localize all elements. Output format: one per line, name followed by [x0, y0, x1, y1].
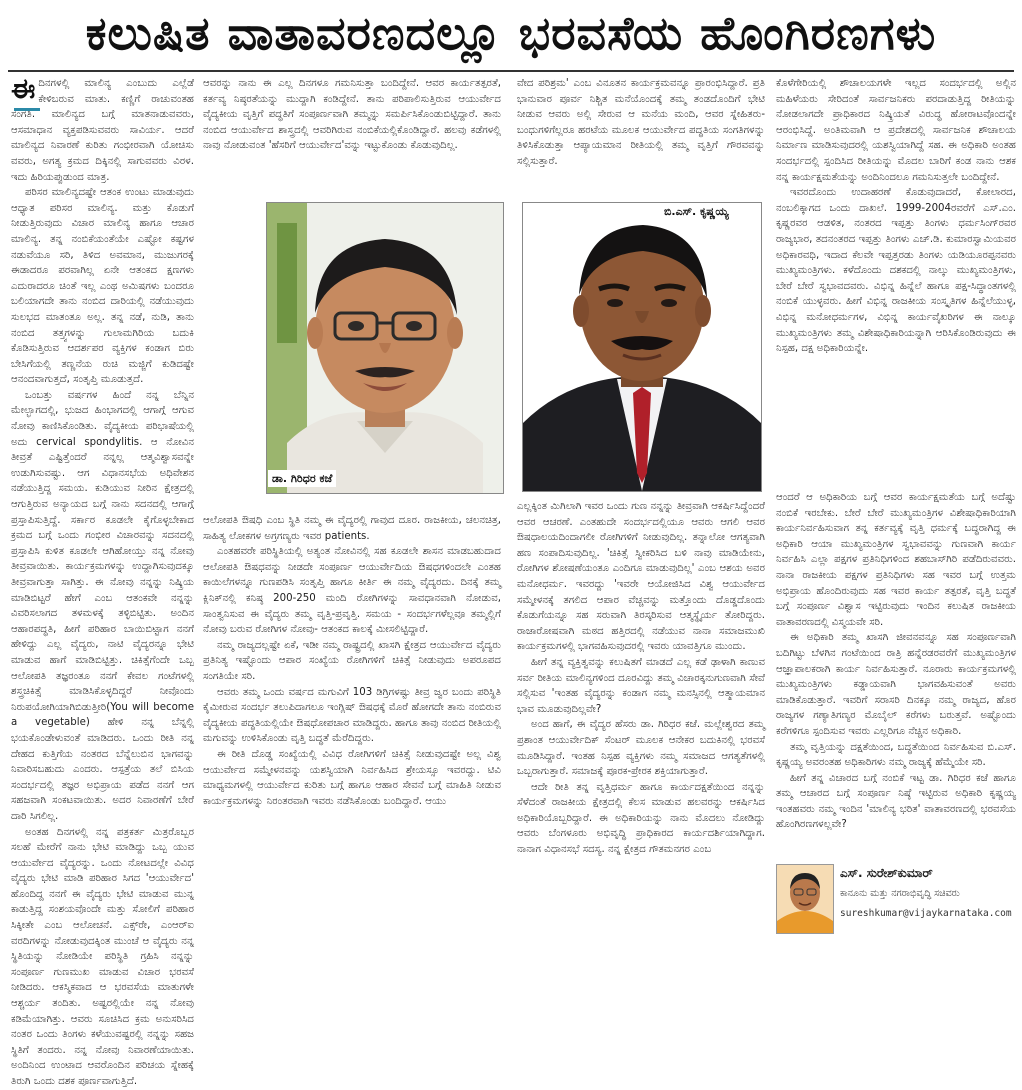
- paragraph: ಎಲ್ಲಕ್ಕಿಂತ ಮಿಗಿಲಾಗಿ ಇವರ ಒಂದು ಗುಣ ನನ್ನನ್ನು ತೀವ್ರವಾಗಿ ಆಕರ್ಷಿಸಿದ್ದೆಂದರೆ ಆವರ ಆಚರಣೆ. ಎಂತಹುದೇ ಸಂದರ್ಭದಲ್ಲಿಯೂ ಆವರು ಆಗಲಿ ಆವರ ಔಷಧಾಲಯದಿಂದಾಗಲೀ ರೋಗಿಗಳಿಗೆ ನೀಡುವುದಿಲ್ಲ. ತನ್ನಾಲೋ ಆಗತ್ಯವಾಗಿ ಹಣ ಸಂಪಾದಿಸುವುದಿಲ್ಲ. 'ಚಿಕಿತ್ಸೆ ಸ್ವೀಕರಿಸಿದ ಬಳಿ ನಾವು ಮಾಡಿಯೇನು, ರೋಗಿಗಳ ಶೋಷಣೆಯಂತೂ ಎಂದಿಗೂ ಮಾಡುವುದಿಲ್ಲ' ಎಂಬ ಆಶಯ ಅವರ ಮನೋಧರ್ಮ. ಇವರದ್ದು 'ಇವರೇ ಆಯೋಜಿಸಿದ ವಿಶ್ವ ಆಯುರ್ವೇದ ಸಮ್ಮೇಳನಕ್ಕೆ ತಗಲಿದ ಆಪಾರ ವೆಚ್ಚವನ್ನು ಮತ್ತೊಂದು ದೊಡ್ಡದೊಂದು ಕೊಡುಗೆಯನ್ನೂ ಸಹ ಸರುವಾಗಿ ತಿರಸ್ಕರಿಸುವ ಆತ್ಮಸ್ಥೈರ್ಯ ತೋರಿದ್ದರು. ರಾಜಾರೋಷವಾಗಿ ಮಠದ ಹತ್ತಿರದಲ್ಲಿ ನಡೆಯುವ ನಾನಾ ಸಮಾಜಮುಖಿ ಕಾರ್ಯಕ್ರಮಗಳಲ್ಲಿ ಭಾಗವಹಿಸುವುದರಲ್ಲಿ ಇವರು ಯಾವತ್ತಿಗೂ ಮುಂದು.: [517, 501, 765, 653]
- paragraph: ಈ ರೀತಿ ದೊಡ್ಡ ಸಂಖ್ಯೆಯಲ್ಲಿ ವಿವಿಧ ರೋಗಿಗಳಿಗೆ ಚಿಕಿತ್ಸೆ ನೀಡುವುದಷ್ಟೇ ಅಲ್ಲ ವಿಶ್ವ ಆಯುರ್ವೇದ ಸಮ್ಮೇಳನವನ್ನು ಯಶಸ್ವಿಯಾಗಿ ನಿರ್ವಹಿಸಿದ ಶ್ರೇಯಸ್ಸೂ ಇವರದ್ದು. ಟಿವಿ ಮಾಧ್ಯಮಗಳಲ್ಲಿ ಆಯುರ್ವೇದ ಕುರಿತು ಬಗ್ಗೆ ಹಾಗೂ ಆಹಾರ ಸೇವನೆ ಬಗ್ಗೆ ಮಾಹಿತಿ ನೀಡುವ ಕಾರ್ಯಕ್ರಮಗಳನ್ನು ನಿರಂತರವಾಗಿ ಇವರು ನಡೆಸಿಕೊಂಡು ಬಂದಿದ್ದಾರೆ. ಆಯು: [203, 748, 501, 807]
- paragraph: ಇವರದೊಂದು ಉದಾಹರಣೆ ಕೊಡುವುದಾದರೆ, ಕೋಲಾರದ, ನಂಬಲಿಕ್ಕಾಗದ ಒಂದು ದಾಖಲೆ. 1999-2004ರವರೆಗೆ ಎಸ್.ಎಂ. ಕೃಷ್ಣರವರ ಆಡಳಿತ, ನಂತರದ ಇಪ್ಪತ್ತು ತಿಂಗಳು ಧರ್ಮಸಿಂಗ್‌ರವರ ರಾಜ್ಯಭಾರ, ತದನಂತರದ ಇಪ್ಪತ್ತು ತಿಂಗಳು ಎಚ್.ಡಿ. ಕುಮಾರಸ್ವಾಮಿಯವರ ಅಧಿಕಾರವಧಿ, ಇದಾದ ಕೆಲವೇ ಇಪ್ಪತ್ತರಡು ತಿಂಗಳು ಯಡಿಯೂರಪ್ಪನವರು ಮುಖ್ಯಮಂತ್ರಿಗಳು. ಕಳೆದೊಂದು ದಶಕದಲ್ಲಿ ನಾಲ್ಕು ಮುಖ್ಯಮಂತ್ರಿಗಳು, ಬೇರೆ ಬೇರೆ ಸ್ವಭಾವದವರು. ವಿಭಿನ್ನ ಹಿನ್ನೆಲೆ ಹಾಗೂ ಪಕ್ಷ-ಸಿದ್ಧಾಂತಗಳಲ್ಲಿ ನಂಬಿಕೆ ಯುಳ್ಳವರು. ಹೀಗೆ ವಿಭಿನ್ನ ರಾಜಕೀಯ ಸಂಸ್ಕೃತಿಗಳ ಹಿನ್ನೆಲೆಯುಳ್ಳ, ವಿಭಿನ್ನ ಮನೋಧರ್ಮಗಳ, ವಿಭಿನ್ನ ಕಾರ್ಯವೈಖರಿಗಳ ಈ ನಾಲ್ಕೂ ಮುಖ್ಯಮಂತ್ರಿಗಳು ತಮ್ಮ ವಿಶೇಷಾಧಿಕಾರಿಯನ್ನಾಗಿ ಆರಿಸಿಕೊಂಡಿರುವುದು ಈ ನಿಸ್ಪಹ, ದಕ್ಷ ಅಧಿಕಾರಿಯನ್ನೇ.: [776, 187, 1016, 355]
- article-column-2-bottom: [203, 513, 501, 946]
- paragraph: ವೇದ ಪರಿಶ್ರಮ' ಎಂಬ ವಿನೂತನ ಕಾರ್ಯಕ್ರಮವನ್ನೂ ಪ್ರಾರಂಭಿಸಿದ್ದಾರೆ. ಪ್ರತಿ ಭಾನುವಾರ ಪೂರ್ವ ನಿಶ್ಚಿತ ಮನೆಯೊಂದಕ್ಕೆ ತಮ್ಮ ತಂಡದೊಂದಿಗೆ ಭೇಟಿ ನೀಡುವ ಆವರು ಅಲ್ಲಿ ಸೇರುವ ಆ ಮನೆಯ ಮಂದಿ, ಆವರ ಸ್ನೇಹಿತರು-ಬಂಧುಗಳಿಗೆಲ್ಲರೂ ಹರಟೆಯ ಮೂಲಕ ಆಯುರ್ವೇದ ಪದ್ಧತಿಯ ಸಂಗತಿಗಳನ್ನು ತಿಳಿಸಿಕೊಡುತ್ತಾ ಆಪ್ಯಾಯಮಾನ ರೀತಿಯಲ್ಲಿ ತಮ್ಮ ವೃತ್ತಿಗೆ ಗೌರವವನ್ನು ಸಲ್ಲಿಸುತ್ತಾರೆ.: [517, 78, 765, 167]
- paragraph: ನಮ್ಮ ರಾಜ್ಯದಲ್ಲಷ್ಟೇ ಏಕೆ, ಇಡೀ ನಮ್ಮ ರಾಷ್ಟ್ರದಲ್ಲಿ ಖಾಸಗಿ ಕ್ಷೇತ್ರದ ಆಯುರ್ವೇದ ವೈದ್ಯರು ಪ್ರತಿನಿತ್ಯ ಇಷ್ಟೊಂದು ಆಪಾರ ಸಂಖ್ಯೆಯ ರೋಗಿಗಳಿಗೆ ಚಿಕಿತ್ಸೆ ನೀಡುವುದು ಅಪರೂಪದ ಸಂಗತಿಯೇ ಸರಿ.: [203, 639, 501, 682]
- paragraph: ಅಂದ ಹಾಗೆ, ಈ ವೈದ್ಯರ ಹೆಸರು ಡಾ. ಗಿರಿಧರ ಕಜೆ. ಮಲ್ಲೇಶ್ವರದ ತಮ್ಮ ಪ್ರಶಾಂತ ಆಯುರ್ವೇದಿಕ್ ಸೆಂಟರ್ ಮೂಲಕ ಆನೇಕರ ಬದುಕಿನಲ್ಲಿ ಭರವಸೆ ಮೂಡಿಸಿದ್ದಾರೆ. ಇಂತಹ ನಿಸ್ಪಹ ವ್ಯಕ್ತಿಗಳು ನಮ್ಮ ಸಮಾಜದ ಆಗತ್ಯತೆಗಳಲ್ಲಿ ಒಬ್ಬರಾಗುತ್ತಾರೆ. ಸಮಾಜಕ್ಕೆ ಪೂರಕ-ಪ್ರೇರಕ ಶಕ್ತಿಯಾಗುತ್ತಾರೆ.: [517, 719, 765, 778]
- paragraph: ಎಂತಹವರೇ ಪರಿಸ್ಥಿತಿಯಲ್ಲಿ ಅತ್ಯಂತ ನೋವಿನಲ್ಲಿ ಸಹ ಕೂಡಲೇ ಶಾಸನ ಮಾಡಬಹುದಾದ ಆಲೋಪತಿ ಔಷಧವನ್ನು ನೀಡದೇ ಸಂಪೂರ್ಣ ಆಯುರ್ವೇದಿಯ ಔಷಧಗಳಿಂದಲೇ ಎಂತಹ ಕಾಯಿಲೆಗಳನ್ನೂ ಗುಣಪಡಿಸಿ ಸಂತೃಪ್ತಿ ಹಾಗೂ ಕೀರ್ತಿ ಈ ನಮ್ಮ ವೈದ್ಯರದು. ದಿನಕ್ಕೆ ತಮ್ಮ ಕ್ಲಿನಿಕ್‌ನಲ್ಲಿ ಕನಿಷ್ಠ 200-250 ಮಂದಿ ರೋಗಿಗಳನ್ನು ಸಾವಧಾನವಾಗಿ ನೋಡುವ, ಸಾಂತ್ವನಿಸುವ ಈ ವೈದ್ಯರು ತಮ್ಮ ವೃತ್ತಿ-ಪ್ರವೃತ್ತಿ. ಸಮಯ - ಸಂದರ್ಭಗಳೆಲ್ಲವೂ ತಮ್ಮಲ್ಲಿಗೆ ನೋವು ಬರುವ ರೋಗಿಗಳ ನೋವು- ಆತಂಕದ ಕಾಲಕ್ಕೆ ಮೀಸಲಿಟ್ಟಿದ್ದಾರೆ.: [203, 546, 501, 636]
- dropcap: ಈ: [11, 72, 36, 105]
- paragraph: ಪರಿಸರ ಮಾಲಿನ್ಯದಷ್ಟೇ ಆತಂಕ ಉಂಟು ಮಾಡುವುದು ಆಧ್ಯಾತ ಪರಿಸರ ಮಾಲಿನ್ಯ. ಮತ್ತು ಕೊಡುಗೆ ನೀಡುತ್ತಿರುವುದು ವಿಚಾರ ಮಾಲಿನ್ಯ ಹಾಗೂ ಆಚಾರ ಮಾಲಿನ್ಯ. ತನ್ನ ನಂಬಿಕೆಯಂತೆಯೇ ಎಷ್ಟೋ ಕಷ್ಟಗಳ ನಡುವೆಯೂ ಸರಿ, ತಿಳಿದ ಅವಮಾನ, ಮುಜುಗರಕ್ಕೆ ಈಡಾದರೂ ಪರವಾಗಿಲ್ಲ ಏನೇ ಆತಂಕದ ಕ್ಷಣಗಳು ಎದುರಾದರೂ ಚಿಂತೆ ಇಲ್ಲ ಎಂಥ ಅಮಿಷಗಳು ಬಂದರೂ ಬಲಿಯಾಗದೇ ತಾನು ನಂಬಿದ ದಾರಿಯಲ್ಲಿ ನಡೆಯುವುದು ಸುಲಭದ ಮಾತಂತೂ ಅಲ್ಲ. ತನ್ನ ನಡೆ, ನುಡಿ, ತಾನು ನಂಬಿದ ತತ್ತ್ವಗಳನ್ನು ಗುಲಾಮಗಿರಿಯ ಬದುಕಿ ಕೊಡಿಸುತ್ತಿರುವ ಆದರ್ಶಪರ ವ್ಯಕ್ತಿಗಳ ಕಂಡಾಗ ಬಿರು ಬೇಸಿಗೆಯಲ್ಲಿ ತಣ್ಣನೆಯ ರುಚಿ ಮಜ್ಜಿಗೆ ಕುಡಿದಷ್ಟೇ ಆನಂದವಾಗುತ್ತದೆ, ಸಂತೃಪ್ತಿ ಮೂಡುತ್ತದೆ.: [11, 187, 194, 386]
- article-column-3-bottom: [517, 499, 765, 946]
- article-column-4-bottom: [776, 490, 1016, 832]
- article-column-3-top: [517, 76, 765, 194]
- photo-caption-bs-krishnaiah: ಬಿ.ಎಸ್. ಕೃಷ್ಣಯ್ಯ: [660, 203, 733, 220]
- author-portrait-illustration: [777, 865, 833, 933]
- photo-bs-krishnaiah: [522, 202, 762, 492]
- portrait-man-glasses-illustration: [267, 203, 503, 493]
- paragraph: ಕೊಳೆಗೇರಿಯಲ್ಲಿ ಶೌಚಾಲಯಗಳೇ ಇಲ್ಲದ ಸಂದರ್ಭದಲ್ಲಿ ಅಲ್ಲಿನ ಮಹಿಳೆಯರು ಸೇರಿದಂತೆ ಸಾರ್ವಜನಿಕರು ಪರದಾಡುತ್ತಿದ್ದ ರೀತಿಯನ್ನು ನೋಡಲಾಗದೇ ಪ್ರಾಧಿಕಾರದ ನಿಷ್ಕ್ರಿಯತೆ ವಿರುದ್ಧ ಹೋರಾಟವೊಂದನ್ನೇ ಆರಂಭಿಸಿದ್ದೆ. ಅಂತಿಮವಾಗಿ ಆ ಪ್ರದೇಶದಲ್ಲಿ ಸಾರ್ವಜನಿಕ ಶೌಚಾಲಯ ನಿರ್ಮಾಣ ಮಾಡಿಸುವುದರಲ್ಲಿ ಯಶಸ್ವಿಯಾಗಿದ್ದೆ ಸಹ. ಈ ಅಧಿಕಾರಿ ಅಂತಹ ಸಂದರ್ಭದಲ್ಲಿ ಸ್ಪಂದಿಸಿದ ರೀತಿಯನ್ನು ಮೊದಲ ಬಾರಿಗೆ ಕಂಡ ನಾನು ಆಶಕ ನನ್ನ ಕಾರ್ಯಕ್ಷಮತೆಯನ್ನು ಅಂದಿನಿಂದಲೂ ಗಮನಿಸುತ್ತಲೇ ಬಂದಿದ್ದೇನೆ.: [776, 78, 1016, 183]
- article-column-1: [11, 72, 194, 1087]
- paragraph: ಆಂದರೆ ಆ ಅಧಿಕಾರಿಯ ಬಗ್ಗೆ ಆವರ ಕಾರ್ಯಕ್ಷಮತೆಯ ಬಗ್ಗೆ ಅದೆಷ್ಟು ನಂಬಿಕೆ ಇರಬೇಕು. ಬೇರೆ ಬೇರೆ ಮುಖ್ಯಮಂತ್ರಿಗಳ ವಿಶೇಷಾಧಿಕಾರಿಯಾಗಿ ಕಾರ್ಯನಿರ್ವಹಿಸುವಾಗ ತನ್ನ ಕರ್ತವ್ಯಕ್ಕೆ ವೃತ್ತಿ ಧರ್ಮಕ್ಕೆ ಬದ್ಧರಾಗಿದ್ದ ಈ ಅಧಿಕಾರಿ ಆಯಾ ಮುಖ್ಯಮಂತ್ರಿಗಳ ಸ್ವಭಾವವನ್ನು ಗುಣವಾಗಿ ಕಾರ್ಯ ನಿರ್ವಹಿಸಿ ಎಲ್ಲಾ ಪಕ್ಷಗಳ ಪ್ರತಿನಿಧಿಗಳಿಂದ ಶಹಬಾಸ್‌ಗಿರಿ ಪಡೆದಿರುವವರು. ನಾನಾ ರಾಜಕೀಯ ಪಕ್ಷಗಳ ಪ್ರತಿನಿಧಿಗಳು ಸಹ ಇವರ ಬಗ್ಗೆ ಉತ್ತಮ ಅಭಿಪ್ರಾಯ ಹೊಂದಿರುವುದು ಸಹ ಇವರ ಕಾರ್ಯ ತತ್ಪರತೆ, ವೃತ್ತಿ ಬದ್ಧತೆ ಬಗ್ಗೆ ಸಂಪೂರ್ಣ ವಿಶ್ವಾಸ ಇಟ್ಟಿರುವುದು ಇಂದಿನ ಕಲುಷಿತ ರಾಜಕೀಯ ವಾತಾವರಣದಲ್ಲಿ ವಿಸ್ಮಯವೇ ಸರಿ.: [776, 492, 1016, 628]
- paragraph: ಆದೇ ರೀತಿ ತನ್ನ ವೃತ್ತಿಧರ್ಮ ಹಾಗೂ ಕಾರ್ಯದಕ್ಷತೆಯಿಂದ ನನ್ನನ್ನು ಸೆಳೆದಂತೆ ರಾಜಕೀಯ ಕ್ಷೇತ್ರದಲ್ಲಿ ಕೆಲಸ ಮಾಡುವ ಹಲವರನ್ನು ಆಕರ್ಷಿಸಿದ ಅಧಿಕಾರಿಯೊಬ್ಬರಿದ್ದಾರೆ. ಈ ಅಧಿಕಾರಿಯನ್ನು ನಾನು ಮೊದಲು ನೋಡಿದ್ದು ಆವರು ಬೆಂಗಳೂರು ಅಭಿವೃದ್ಧಿ ಪ್ರಾಧಿಕಾರದ ಕಾರ್ಯದರ್ಶಿಯಾಗಿದ್ದಾಗ. ನಾನಾಗ ವಿಧಾನಸಭೆ ಸದಸ್ಯ. ನನ್ನ ಕ್ಷೇತ್ರದ ಗೌತಮನಗರ ಎಂಬ: [517, 781, 765, 856]
- headline-rule: [8, 70, 1014, 72]
- paragraph: ಒಂಬತ್ತು ವರ್ಷಗಳ ಹಿಂದೆ ನನ್ನ ಬೆನ್ನಿನ ಮೇಲ್ಭಾಗದಲ್ಲಿ, ಭುಜದ ಹಿಂಭಾಗದಲ್ಲಿ ಆಗಾಗ್ಗೆ ಆಗುವ ನೋವು ಕಾಣಿಸಿಕೊಂಡಿತು. ವೈದ್ಯಕೀಯ ಪರಿಭಾಷೆಯಲ್ಲಿ ಅದು cervical spondylitis. ಆ ನೋವಿನ ತೀವ್ರತೆ ಎಷ್ಟಿತ್ತೆಂದರೆ ನನ್ನಲ್ಲ ಆತ್ಮವಿಶ್ವಾಸವನ್ನೇ ಉಡುಗಿಸುವಷ್ಟು. ಆಗ ವಿಧಾನಸಭೆಯ ಅಧಿವೇಶನ ನಡೆಯುತ್ತಿದ್ದ ಸಮಯ. ಕುಡಿಯುವ ನೀರಿನ ಕ್ಷೇತ್ರದಲ್ಲಿ ಆಗುತ್ತಿರುವ ಅನ್ಯಾಯದ ಬಗ್ಗೆ ನಾನು ಸದನದಲ್ಲಿ ಆಗಾಗ್ಗೆ ಪ್ರಸ್ತಾಪಿಸುತ್ತಿದ್ದೆ. ಸರ್ಕಾರ ಕೂಡಲೇ ಕೈಗೊಳ್ಳಬೇಕಾದ ಕ್ರಮದ ಬಗ್ಗೆ ಒಂದು ಗಂಭೀರ ವಿಚಾರವನ್ನು ಸದನದಲ್ಲಿ ಪ್ರಸ್ತಾಪಿಸಿ ಕುಳಿತ ಕೂಡಲೇ ಆಗಿಹೋಯ್ತು ನನ್ನ ನೋವು ತೀವ್ರವಾಯಿತು. ಕಾರ್ಯಕ್ರಮಗಳನ್ನು ಉದ್ದಾಗಿಸುವುದಕ್ಕೂ ತೀವ್ರವಾಗುತ್ತಾ ಸಾಗಿತ್ತು. ಈ ನೋವು ನನ್ನನ್ನು ನಿಷ್ಕ್ರಿಯ ಮಾಡಿಬಿಟ್ಟರೆ ಹೇಗೆ ಎಂಬ ಆತಂಕವೇ ನನ್ನನ್ನು ವಿವರಿಸಲಾಗದ ತಳಮಳಕ್ಕೆ ತಳ್ಳಿಬಿಟ್ಟಿತು. ಅಂದಿನ ಆಹಾರಪದ್ಧತಿ, ಹೀಗೆ ಪರಿಹಾರ ಬಾಯಿಬಿಟ್ಟಾಗ ನನಗೆ ಹೇಳಿದ್ದು ಎಲ್ಲ ವೈದ್ಯರು, ನಾಟಿ ವೈದ್ಯರನ್ನೂ ಭೇಟಿ ಮಾಡುವ ಹಾಗೆ ಮಾಡಿಬಿಟ್ಟಿತ್ತು. ಚಿಕಿತ್ಸೆಗೆಂದೇ ಒಬ್ಬ ಆಲೋಪತಿ ತಜ್ಞರಂತೂ ನನಗೆ ಕೇವಲ ಗಂಟೆಗಳಲ್ಲಿ ಶಸ್ತ್ರಚಿಕಿತ್ಸೆ ಮಾಡಿಸಿಕೊಳ್ಳದಿದ್ದರೆ ನೀವೊಂದು ನಿರುಪಯೋಗಿಯಾಗಿಬಿಡುತ್ತೀರಿ(You will become a vegetable) ಹೇಳಿ ನನ್ನ ಬೆನ್ನಲ್ಲಿ ಭಯಕೊಂಡೇಳುವಂತೆ ಮಾಡಿದರು. ಒಂದು ರೀತಿ ನನ್ನ ದೇಹದ ಕುತ್ತಿಗೆಯ ನಂತರದ ಬೆನ್ನೆಲುಬಿನ ಭಾಗವನ್ನು ನಿವಾರಿಸಬಹುದು ಎಂದರು. ಆಸ್ಪತ್ರೆಯ ತಲೆ ಬಿಸಿಯ ಸಂದರ್ಭದಲ್ಲಿ ತಜ್ಞರ ಅಭಿಪ್ರಾಯ ಪಡೆದ ನನಗೆ ಆಗ ಸಹಜವಾಗಿ ಸಂಕಟವಾಯಿತು. ಅದರ ನಿವಾರಣೆಗೆ ಬೇರೆ ದಾರಿ ಸಿಗಲಿಲ್ಲ.: [11, 389, 194, 822]
- paragraph: ಅಂತಹ ದಿನಗಳಲ್ಲಿ ನನ್ನ ಪತ್ರಕರ್ತ ಮಿತ್ರರೊಬ್ಬರ ಸಲಹೆ ಮೇರೆಗೆ ನಾನು ಭೇಟಿ ಮಾಡಿದ್ದು ಒಬ್ಬ ಯುವ ಆಯುರ್ವೇದ ವೈದ್ಯರನ್ನು. ಒಂದು ನೋಟದಲ್ಲೇ ವಿವಿಧ ವೈದ್ಯರು ಭೇಟಿ ಮಾಡಿ ಪರಿಹಾರ ಸಿಗದ 'ಆಯುರ್ವೇದ' ಹೊಂದಿದ್ದ ನನಗೆ ಈ ವೈದ್ಯರು ಭೇಟಿ ಮಾಡುವ ಮುನ್ನ ಕಾಡುತ್ತಿದ್ದ ಸಂಶಯವೊಂದೇ ಮತ್ತು ಸೋಲಿಗೆ ಪರಿಹಾರ ಸಿಕ್ಕೀತೇ ಎಂಬ ಆಲೋಚನೆ. ಎಕ್ಸ್‌ರೇ, ಎಂಆರ್‌ಐ ವರದಿಗಳನ್ನು ನೋಡುವುದಕ್ಕಿಂತ ಮುಂಚೆ ಆ ವೈದ್ಯರು ನನ್ನ ಸ್ಥಿತಿಯನ್ನು ನೋಡಿಯೇ ಪರಿಸ್ಥಿತಿ ಗ್ರಹಿಸಿ ನನ್ನನ್ನು ಸಂಪೂರ್ಣ ಗುಣಮುಖ ಮಾಡುವ ವಿಚಾರ ಭರವಸೆ ನೀಡಿದರು. ಆಕಸ್ಮಿಕವಾದ ಆ ಭರವಸೆಯ ಮಾತುಗಳೇ ಆಶ್ಚರ್ಯ ತಂದಿತು. ಅಷ್ಟರಲ್ಲಿಯೇ ನನ್ನ ನೋವು ಕಡಿಮೆಯಾಗಿತ್ತು. ಆವರು ಸೂಚಿಸಿದ ಕ್ರಮ ಅನುಸರಿಸಿದ ನಂತರ ಒಂದು ತಿಂಗಳು ಕಳೆಯುವಷ್ಟರಲ್ಲಿ ನನ್ನನ್ನು ಸಹಜ ಸ್ಥಿತಿಗೆ ತಂದರು. ನನ್ನ ನೋವು ನಿವಾರಣೆಯಾಯಿತು. ಅಂದಿನಿಂದ ಉಂಟಾದ ಆವರೊಂದಿನ ಪರಿಚಯ ಸ್ನೇಹಕ್ಕೆ ತಿರುಗಿ ಒಂದು ದಶಕ ಪೂರ್ಣವಾಗುತ್ತಿದೆ.: [11, 826, 194, 1087]
- paragraph: ಹೀಗೆ ತನ್ನ ವ್ಯಕ್ತಿತ್ವವನ್ನು ಕಲುಷಿತಗೆ ಮಾಡದೆ ಎಲ್ಲ ಕಡೆ ಢಾಳಾಗಿ ಕಾಣುವ ಸರ್ವ ರೀತಿಯ ಮಾಲಿನ್ಯಗಳಿಂದ ದೂರವಿದ್ದು ತಮ್ಮ ವಿಚಾರಕ್ಕನುಗುಣವಾಗಿ ಸೇವೆ ಸಲ್ಲಿಸುವ 'ಇಂತಹ ವೈದ್ಯರನ್ನು ಕಂಡಾಗ ನಮ್ಮ ಮನಸ್ಸಿನಲ್ಲಿ ಆತ್ಮಾಯಮಾನ ಭಾವ ಮೂಡುವುದಿಲ್ಲವೇ?: [517, 656, 765, 715]
- paragraph: ಈ ಅಧಿಕಾರಿ ತಮ್ಮ ಖಾಸಗಿ ಜೀವನವನ್ನೂ ಸಹ ಸಂಪೂರ್ಣವಾಗಿ ಬದಿಗಿಟ್ಟು ಬೆಳಗಿನ ಗಂಟೆಯಿಂದ ರಾತ್ರಿ ಹನ್ನೆರಡರವರೆಗೆ ಮುಖ್ಯಮಂತ್ರಿಗಳ ಆಜ್ಞಾಪಾಲಕರಾಗಿ ಕಾರ್ಯ ನಿರ್ವಹಿಸುತ್ತಾರೆ. ನೂರಾರು ಕಾರ್ಯಕ್ರಮಗಳಲ್ಲಿ ಮುಖ್ಯಮಂತ್ರಿಗಳು ಕಡ್ಡಾಯವಾಗಿ ಭಾಗವಹಿಸುವಂತೆ ಅವರು ಮಾಡಿಕೊಡುತ್ತಾರೆ. ಇವರಿಗೆ ಸರಾಸರಿ ದಿನಕ್ಕೂ ನಮ್ಮ ರಾಜ್ಯದ, ಹೊರ ರಾಜ್ಯಗಳ ಗಣ್ಯಾತಿಗಣ್ಯರ ಮೊಬೈಲ್ ಕರೆಗಳು ಬರುತ್ತವೆ. ಅಷ್ಟೊಂದು ಕರೆಗಳಿಗೂ ಸ್ಪಂದಿಸುವ ಇವರು ಎಲ್ಲರಿಗೂ ನೆಚ್ಚಿನ ಅಧಿಕಾರಿ.: [776, 632, 1016, 737]
- article-column-4-top: [776, 76, 1016, 486]
- article-column-2-top: [203, 76, 501, 194]
- photo-giridhar-kaje: [266, 202, 504, 494]
- paragraph: ಆಲೋಪತಿ ಔಷಧಿ ಎಂಬ ಸ್ಥಿತಿ ನಮ್ಮ ಈ ವೈದ್ಯರಲ್ಲಿ ಗಾವುದ ದೂರ. ರಾಜಕೀಯ, ಚಲನಚಿತ್ರ, ಸಾಹಿತ್ಯ ಲೋಕಗಳ ಅಗ್ರಗಣ್ಯರು ಇವರ patients.: [203, 515, 501, 542]
- author-email: sureshkumar@vijaykarnataka.com: [840, 908, 1012, 919]
- paragraph: ದಿನಗಳಲ್ಲಿ ಮಾಲಿನ್ಯ ಎಂಬುದು ಎಲ್ಲೆಡೆ ಕೇಳಿಬರುವ ಮಾತು. ಕಣ್ಣಿಗೆ ರಾಚುವಂತಹ ಸಂಗತಿ. ಮಾಲಿನ್ಯದ ಬಗ್ಗೆ ಮಾತನಾಡುವವರು, ಆಸಮಾಧಾನ ವ್ಯಕ್ತಪಡಿಸುವವರು ಸಾವಿರ್ಯ. ಆದರೆ ಮಾಲಿನ್ಯದ ನಿವಾರಣೆ ಕುರಿತು ಗಂಭೀರವಾಗಿ ಯೋಚಿಸು ವವರು, ಅಗತ್ಯ ಕ್ರಮದ ದಿಕ್ಕಿನಲ್ಲಿ ಸಾಗುವವರು ವಿರಳ. ಇದು ಹಿರಿಯಪ್ಪುಡುಂದ ಮಾತ್ರ.: [11, 78, 194, 183]
- author-signature: [774, 860, 1018, 940]
- paragraph: ಆವರನ್ನು ನಾನು ಈ ಎಲ್ಲ ದಿನಗಳೂ ಗಮನಿಸುತ್ತಾ ಬಂದಿದ್ದೇನೆ. ಆವರ ಕಾರ್ಯತತ್ಪರತೆ, ಕರ್ತವ್ಯ ನಿಷ್ಠರತೆಯನ್ನು ಮುದ್ದಾಗಿ ಕಂಡಿದ್ದೇನೆ. ತಾನು ಪರಿಪಾಲಿಸುತ್ತಿರುವ ಆಯುರ್ವೇದ ವೈದ್ಯಕೀಯ ವೃತ್ತಿಗೆ ಪದ್ಧತಿಗೆ ಸಂಪೂರ್ಣವಾಗಿ ತಮ್ಮನ್ನು ಸಮರ್ಪಿಸಿಕೊಂಡುಬಿಟ್ಟಿದ್ದಾರೆ. ತಾನು ನಂಬಿದ ಆಯುರ್ವೇದ ಶಾಸ್ತ್ರದಲ್ಲಿ ಆವರಿಗಿರುವ ನಂಬಿಕೆಯಲ್ಲಿಕೊಂಡಿದ್ದಾರೆ. ಹಲವು ಕಡೆಗಳಲ್ಲಿ ನಾವು ನೋಡುವಂತ 'ಹೆಸರಿಗೆ ಆಯುರ್ವೇದ'ವನ್ನು ಇಟ್ಟುಕೊಂಡು ಕೊಡುವುದಿಲ್ಲ.: [203, 78, 501, 152]
- paragraph: ಹೀಗೆ ತನ್ನ ವಿಚಾರದ ಬಗ್ಗೆ ನಂಬಿಕೆ ಇಟ್ಟ ಡಾ. ಗಿರಿಧರ ಕಜೆ ಹಾಗೂ ತಮ್ಮ ಆಚಾರದ ಬಗ್ಗೆ ಸಂಪೂರ್ಣ ನಿಷ್ಠೆ ಇಟ್ಟಿರುವ ಅಧಿಕಾರಿ ಕೃಷ್ಣಯ್ಯ ಇಂತಹವರು ನಮ್ಮ ಇಂದಿನ 'ಮಾಲಿನ್ಯ ಭರಿತ' ವಾತಾವರಣದಲ್ಲಿ ಭರವಸೆಯ ಹೊಂಗಿರಣಗಳಲ್ಲವೇ?: [776, 772, 1016, 831]
- author-photo: [776, 864, 834, 934]
- photo-caption-giridhar-kaje: ಡಾ. ಗಿರಿಧರ ಕಜೆ: [268, 470, 336, 487]
- author-title: ಕಾನೂನು ಮತ್ತು ನಗರಾಭಿವೃದ್ಧಿ ಸಚಿವರು: [840, 888, 960, 899]
- paragraph: ತಮ್ಮ ವೃತ್ತಿಯನ್ನು ದಕ್ಷತೆಯಿಂದ, ಬದ್ಧತೆಯಿಂದ ನಿರ್ವಹಿಸುವ ಬಿ.ಎಸ್. ಕೃಷ್ಣಯ್ಯ ಅವರಂತಹ ಅಧಿಕಾರಿಗಳು ನಮ್ಮ ರಾಜ್ಯಕ್ಕೆ ಹೆಮ್ಮೆಯೇ ಸರಿ.: [776, 741, 1016, 769]
- author-name: ಎಸ್. ಸುರೇಶ್‌ಕುಮಾರ್: [840, 866, 933, 880]
- portrait-man-suit-illustration: [523, 203, 761, 491]
- paragraph: ಆವರು ತಮ್ಮ ಒಂದು ವರ್ಷದ ಮಗುವಿಗೆ 103 ಡಿಗ್ರಿಗಳಷ್ಟು ತೀವ್ರ ಜ್ವರ ಬಂದು ಪರಿಸ್ಥಿತಿ ಕೈಮೀರುವ ಸಂದರ್ಭ ತಲುಪಿದಾಗಲೂ ಇಂಗ್ಲಿಷ್ ಔಷಧಕ್ಕೆ ಮೊರೆ ಹೋಗದೇ ತಾನು ನಂಬಿರುವ ವೈದ್ಯಕೀಯ ಪದ್ಧತಿಯಲ್ಲಿಯೇ ಔಷಧೋಪಚಾರ ಮಾಡಿದ್ದರು. ಹಾಗೂ ತಾವು ನಂಬಿದ ರೀತಿಯಲ್ಲಿ ಮಗುವನ್ನು ಉಳಿಸಿಕೊಂಡು ವೃತ್ತಿ ಬದ್ಧತೆ ಮೆರೆದಿದ್ದರು.: [203, 686, 501, 745]
- headline: ಕಲುಷಿತ ವಾತಾವರಣದಲ್ಲೂ ಭರವಸೆಯ ಹೊಂಗಿರಣಗಳು: [85, 6, 937, 60]
